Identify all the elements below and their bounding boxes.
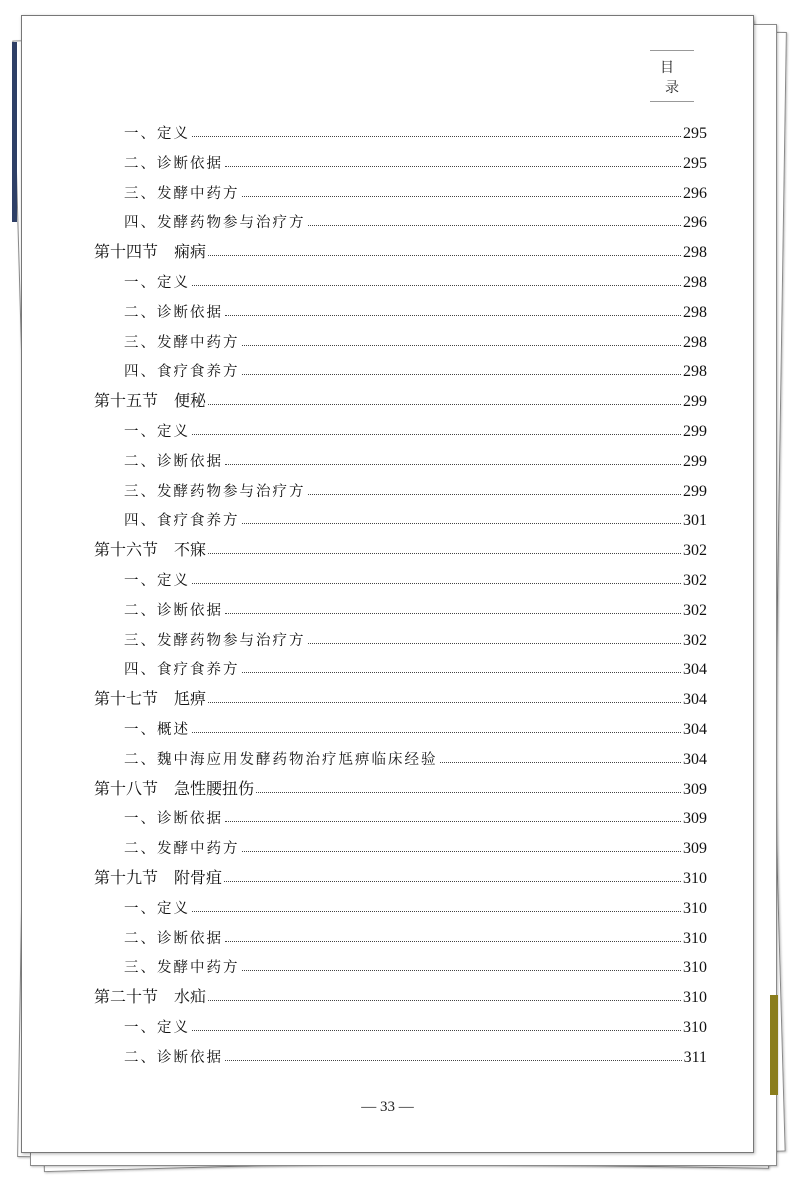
toc-section-entry[interactable]	[94, 775, 707, 799]
dot-leader	[242, 672, 682, 673]
toc-entry-page: 298	[683, 303, 707, 321]
toc-entry-title: 第十七节 尪痹	[94, 689, 207, 709]
dot-leader	[208, 553, 681, 554]
toc-subentry[interactable]	[124, 506, 707, 530]
toc-entry-title: 一、定义	[124, 126, 190, 142]
toc-entry-title: 第二十节 水疝	[94, 987, 207, 1007]
toc-subentry[interactable]	[124, 1013, 707, 1037]
dot-leader	[440, 762, 682, 763]
dot-leader	[225, 1060, 682, 1061]
toc-entry-page: 298	[683, 244, 707, 262]
toc-section-entry[interactable]	[94, 685, 707, 709]
dot-leader	[192, 583, 681, 584]
toc-entry-page: 310	[683, 959, 707, 977]
toc-entry-page: 299	[683, 393, 707, 411]
toc-entry-title: 二、魏中海应用发酵药物治疗尪痹临床经验	[124, 751, 438, 768]
toc-subentry[interactable]	[124, 119, 707, 143]
toc-entry-title: 第十八节 急性腰扭伤	[94, 778, 255, 798]
dot-leader	[242, 345, 682, 346]
toc-subentry[interactable]	[124, 149, 707, 173]
toc-entry-title: 二、发酵中药方	[124, 841, 240, 858]
toc-subentry[interactable]	[124, 715, 707, 739]
toc-entry-page: 298	[683, 333, 707, 351]
dot-leader	[208, 404, 681, 405]
dot-leader	[225, 821, 681, 822]
toc-entry-title: 第十九节 附骨疽	[94, 868, 223, 887]
cover-edge-accent	[12, 42, 17, 222]
toc-section-entry[interactable]	[94, 864, 707, 888]
toc-subentry[interactable]	[124, 1043, 707, 1067]
toc-entry-title: 三、发酵中药方	[124, 960, 240, 977]
toc-entry-page: 302	[683, 631, 707, 649]
toc-entry-page: 309	[683, 810, 707, 828]
toc-entry-title: 四、发酵药物参与治疗方	[124, 215, 306, 232]
toc-subentry[interactable]	[124, 328, 707, 352]
toc-entry-page: 301	[683, 512, 707, 530]
toc-subentry[interactable]	[124, 357, 707, 381]
toc-entry-title: 一、定义	[124, 1020, 190, 1036]
toc-subentry[interactable]	[124, 268, 707, 292]
dot-leader	[225, 613, 681, 614]
toc-entry-page: 310	[683, 870, 707, 887]
toc-entry-title: 三、发酵中药方	[124, 334, 240, 351]
toc-entry-page: 295	[683, 154, 707, 172]
dot-leader	[225, 464, 681, 465]
toc-entry-title: 第十六节 不寐	[94, 540, 207, 560]
toc-entry-page: 296	[683, 184, 707, 202]
dot-leader	[242, 374, 682, 375]
dot-leader	[242, 851, 682, 852]
toc-section-entry[interactable]	[94, 983, 707, 1007]
dot-leader	[308, 225, 682, 226]
toc-entry-title: 四、食疗食养方	[124, 513, 240, 530]
toc-subentry[interactable]	[124, 626, 707, 650]
dot-leader	[224, 881, 681, 882]
toc-subentry[interactable]	[124, 447, 707, 471]
toc-entry-title: 三、发酵药物参与治疗方	[124, 632, 306, 649]
toc-subentry[interactable]	[124, 477, 707, 501]
dot-leader	[308, 643, 682, 644]
dot-leader	[192, 434, 681, 435]
dot-leader	[225, 166, 681, 167]
toc-entry-page: 304	[683, 691, 707, 709]
dot-leader	[225, 315, 681, 316]
running-header	[650, 50, 694, 102]
toc-entry-title: 一、定义	[124, 900, 190, 917]
toc-entry-page: 310	[683, 929, 707, 947]
toc-entry-page: 310	[683, 1019, 707, 1036]
toc-entry-page: 298	[683, 274, 707, 291]
toc-section-entry[interactable]	[94, 238, 707, 262]
toc-subentry[interactable]	[124, 179, 707, 203]
toc-subentry[interactable]	[124, 417, 707, 441]
toc-entry-page: 295	[683, 125, 707, 142]
toc-entry-page: 299	[683, 423, 707, 440]
book-page	[21, 15, 754, 1153]
toc-subentry[interactable]	[124, 804, 707, 828]
toc-entry-page: 310	[683, 989, 707, 1007]
dot-leader	[242, 970, 682, 971]
toc-entry-title: 二、诊断依据	[124, 155, 223, 172]
toc-entry-title: 二、诊断依据	[124, 1049, 223, 1066]
toc-entry-page: 302	[683, 572, 707, 589]
toc-entry-page: 304	[683, 721, 707, 738]
dot-leader	[208, 702, 681, 703]
toc-entry-title: 四、食疗食养方	[124, 364, 240, 381]
toc-entry-page: 302	[683, 601, 707, 619]
dot-leader	[192, 285, 681, 286]
toc-subentry[interactable]	[124, 953, 707, 977]
toc-entry-page: 309	[683, 780, 707, 798]
dot-leader	[256, 792, 681, 793]
page-number: — 33 —	[361, 1099, 414, 1115]
cover-edge-accent	[770, 995, 778, 1095]
toc-entry-title: 三、发酵药物参与治疗方	[124, 483, 306, 500]
toc-subentry[interactable]	[124, 298, 707, 322]
toc-section-entry[interactable]	[94, 387, 707, 411]
toc-entry-title: 二、诊断依据	[124, 304, 223, 321]
dot-leader	[192, 732, 681, 733]
toc-entry-title: 第十五节 便秘	[94, 391, 207, 411]
toc-section-entry[interactable]	[94, 536, 707, 560]
dot-leader	[192, 911, 681, 912]
dot-leader	[208, 255, 681, 256]
toc-entry-title: 一、定义	[124, 424, 190, 440]
toc-subentry[interactable]	[124, 834, 707, 858]
dot-leader	[308, 494, 682, 495]
toc-entry-title: 四、食疗食养方	[124, 662, 240, 679]
toc-entry-page: 304	[683, 750, 707, 768]
toc-subentry[interactable]	[124, 566, 707, 590]
dot-leader	[208, 1000, 681, 1001]
toc-entry-page: 299	[683, 482, 707, 500]
toc-entry-title: 一、定义	[124, 573, 190, 589]
toc-entry-page: 302	[683, 542, 707, 560]
dot-leader	[225, 941, 681, 942]
toc-entry-title: 二、诊断依据	[124, 453, 223, 470]
running-header-text: 目 录	[660, 60, 689, 96]
toc-entry-title: 第十四节 痫病	[94, 242, 207, 262]
toc-entry-page: 296	[683, 214, 707, 232]
toc-entry-title: 二、诊断依据	[124, 602, 223, 619]
toc-entry-page: 304	[683, 661, 707, 679]
toc-entry-title: 一、概述	[124, 722, 190, 738]
toc-entry-title: 一、定义	[124, 275, 190, 291]
toc-entry-page: 298	[683, 363, 707, 381]
toc-entry-page: 309	[683, 840, 707, 858]
dot-leader	[192, 136, 681, 137]
toc-subentry[interactable]	[124, 596, 707, 620]
dot-leader	[192, 1030, 681, 1031]
toc-entry-page: 310	[683, 899, 707, 917]
toc-subentry[interactable]	[124, 208, 707, 232]
dot-leader	[242, 523, 682, 524]
toc-subentry[interactable]	[124, 655, 707, 679]
toc-entry-page: 311	[683, 1048, 707, 1066]
toc-subentry[interactable]	[124, 894, 707, 918]
toc-subentry[interactable]	[124, 924, 707, 948]
toc-entry-title: 三、发酵中药方	[124, 185, 240, 202]
toc-subentry[interactable]	[124, 745, 707, 769]
toc-entry-page: 299	[683, 452, 707, 470]
toc-entry-title: 一、诊断依据	[124, 811, 223, 828]
dot-leader	[242, 196, 682, 197]
toc-entry-title: 二、诊断依据	[124, 930, 223, 947]
